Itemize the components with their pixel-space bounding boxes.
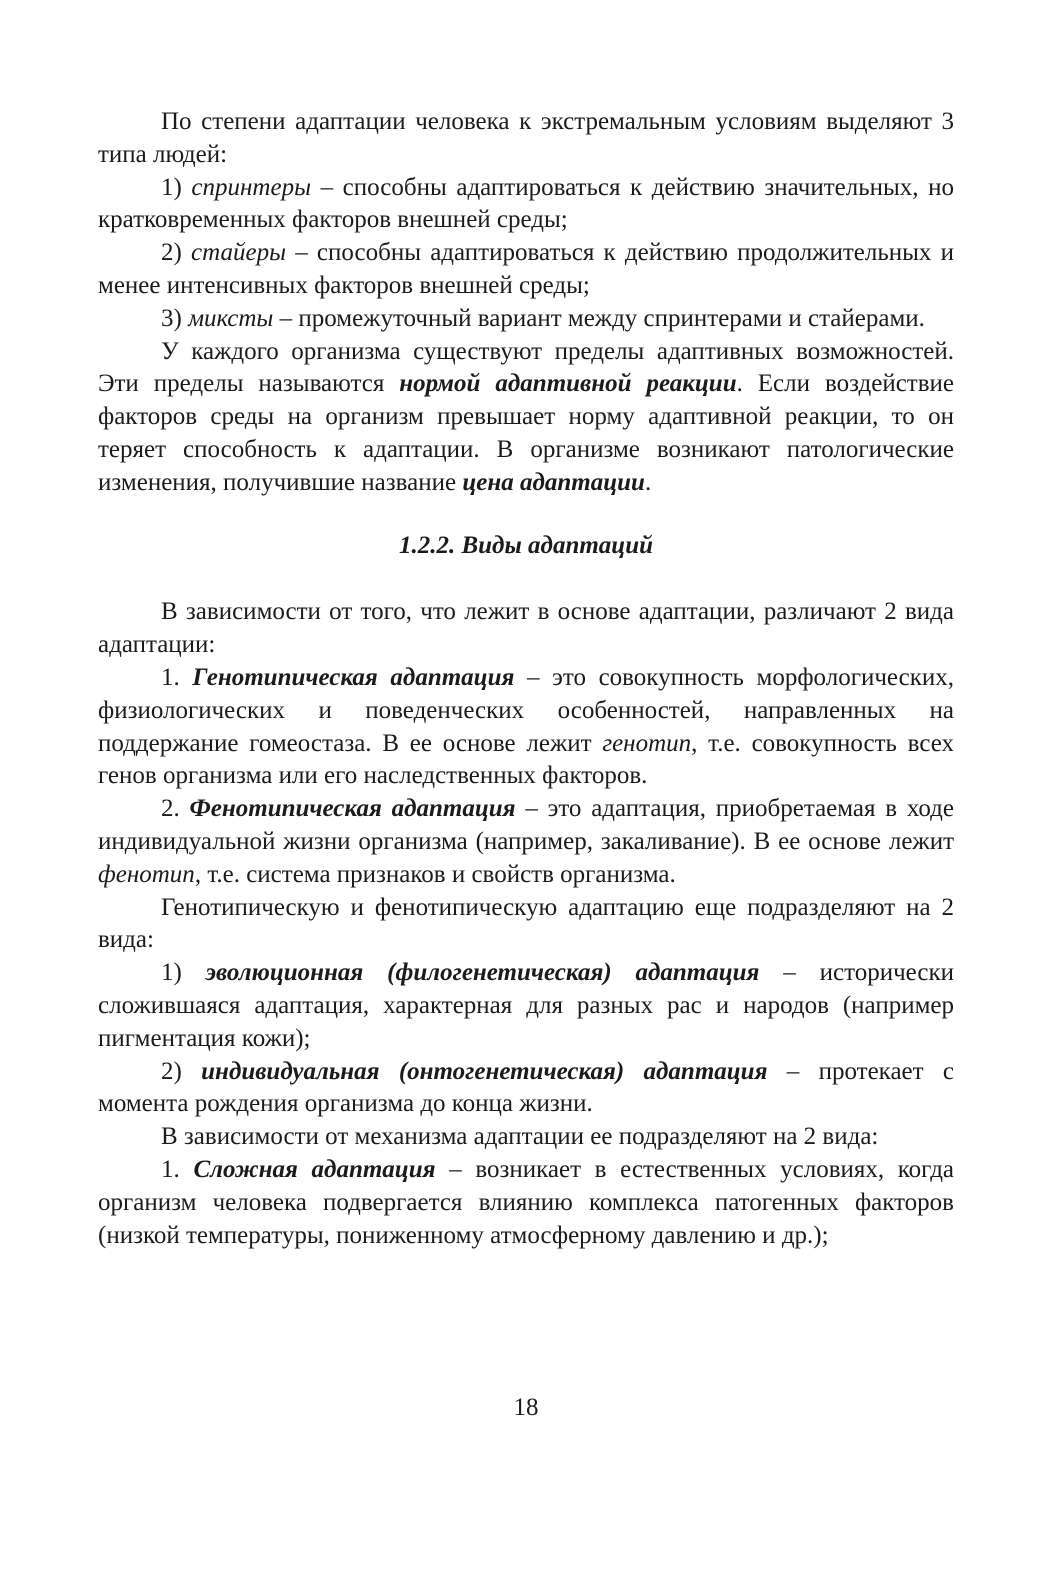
term-genotypic-adaptation: Генотипическая адаптация	[192, 663, 515, 691]
term-mixed: миксты	[188, 304, 274, 332]
term-complex-adaptation: Сложная адаптация	[193, 1155, 436, 1183]
term-sprinters: спринтеры	[191, 173, 312, 201]
list-item-stayers: 2) стайеры – способны адаптироваться к действию продолжительных и менее интенсивных факторов внешней среды;	[98, 239, 954, 299]
list-item-mixed: 3) миксты – промежуточный вариант между спринтерами и стайерами.	[161, 304, 925, 332]
paragraph-adaptation-norm: У каждого организма существуют пределы адаптивных возможностей. Эти пределы называются нормой адаптивной реакции. Если воздействие факторов среды на организм превышает норму адаптивной реакции, то он теряет способность к адаптации. В организме возникают патологические изменения, получившие название цена адаптации.	[98, 337, 955, 496]
term-genotype: генотип	[602, 729, 692, 757]
list-item-phenotypic: 2. Фенотипическая адаптация – это адаптация, приобретаемая в ходе индивидуальной жизни организма (например, закаливание). В ее основе лежит фенотип, т.е. система признаков и свойств организма.	[98, 795, 954, 888]
paragraph-subdivision: Генотипическую и фенотипическую адаптацию еще подразделяют на 2 вида:	[98, 893, 954, 954]
list-item-evolutionary: 1) эволюционная (филогенетическая) адаптация – исторически сложившаяся адаптация, характерная для разных рас и народов (например пигментация кожи);	[98, 959, 954, 1052]
list-item-individual: 2) индивидуальная (онтогенетическая) адаптация – протекает с момента рождения организма до конца жизни.	[98, 1057, 954, 1118]
term-phenotypic-adaptation: Фенотипическая адаптация	[189, 795, 516, 823]
term-cost-of-adaptation: цена адаптации	[462, 468, 645, 496]
paragraph-types-basis: В зависимости от того, что лежит в основе адаптации, различают 2 вида адаптации:	[98, 598, 954, 659]
term-phenotype: фенотип	[98, 860, 195, 888]
list-item-genotypic: 1. Генотипическая адаптация – это совокупность морфологических, физиологических и поведенческих особенностей, направленных на поддержание гомеостаза. В ее основе лежит генотип, т.е. совокупность всех генов организма или его наследственных факторов.	[98, 663, 955, 790]
paragraph-mechanism: В зависимости от механизма адаптации ее подразделяют на 2 вида:	[161, 1123, 879, 1151]
paragraph-intro: По степени адаптации человека к экстремальным условиям выделяют 3 типа людей:	[98, 108, 954, 168]
term-evolutionary-adaptation: эволюционная (филогенетическая) адаптация	[205, 959, 760, 987]
term-individual-adaptation: индивидуальная (онтогенетическая) адаптация	[201, 1057, 768, 1085]
list-item-sprinters: 1) спринтеры – способны адаптироваться к действию значительных, но кратковременных факторов внешней среды;	[98, 173, 955, 234]
list-item-complex: 1. Сложная адаптация – возникает в естественных условиях, когда организм человека подвергается влиянию комплекса патогенных факторов (низкой температуры, пониженному атмосферному давлению и др.);	[98, 1155, 955, 1249]
section-heading: 1.2.2. Виды адаптаций	[398, 531, 654, 559]
page-body	[98, 106, 954, 1252]
term-norm-adaptive-reaction: нормой адаптивной реакции	[399, 370, 737, 398]
term-stayers: стайеры	[191, 239, 287, 267]
page-number: 18	[513, 1394, 539, 1421]
